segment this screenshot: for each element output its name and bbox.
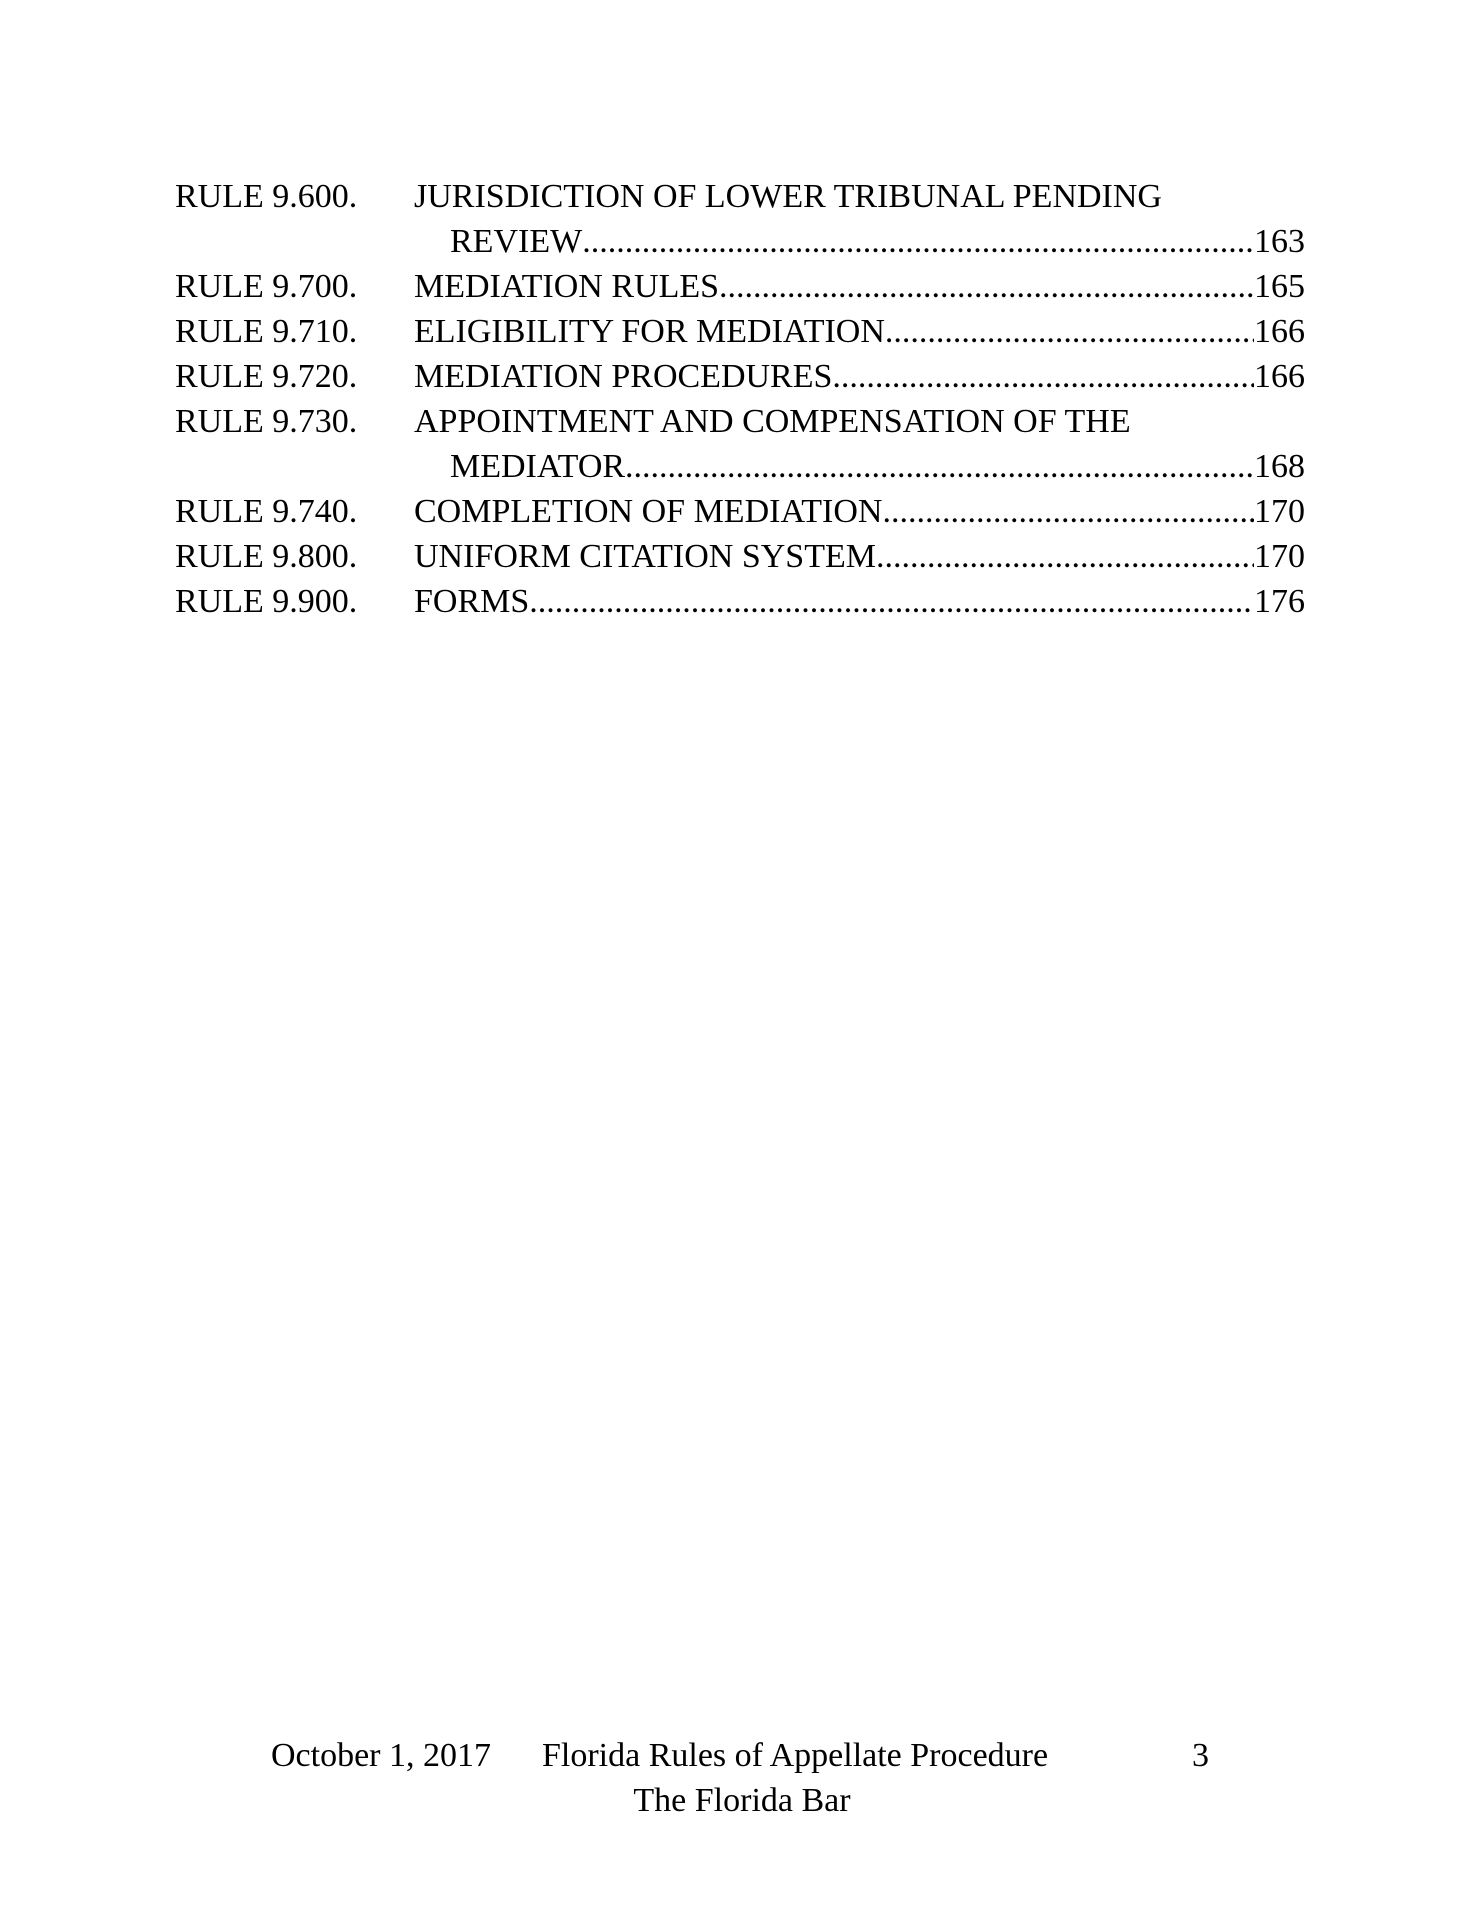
entry-leader-line: [414, 309, 1305, 354]
toc-entry-rule-9-710[interactable]: [175, 309, 1305, 354]
entry-body: [414, 354, 1305, 399]
toc-entry-rule-9-600[interactable]: [175, 174, 1305, 264]
dot-leader: [719, 264, 1254, 309]
rule-number: RULE 9.600.: [175, 178, 358, 215]
page-number: 176: [1254, 583, 1305, 620]
entry-body: [414, 264, 1305, 309]
page-number: 165: [1254, 268, 1305, 305]
entry-leader-line: [414, 579, 1305, 624]
footer-publisher: The Florida Bar: [633, 1782, 851, 1819]
rule-number: RULE 9.900.: [175, 583, 358, 620]
rule-number: RULE 9.740.: [175, 493, 358, 530]
toc-entry-rule-9-720[interactable]: [175, 354, 1305, 399]
dot-leader: [882, 489, 1254, 534]
dot-leader: [582, 219, 1254, 264]
entry-leader-line: [414, 219, 1305, 264]
footer-document-title: Florida Rules of Appellate Procedure: [542, 1737, 1049, 1774]
footer-page-number: 3: [1192, 1737, 1209, 1774]
dot-leader: [529, 579, 1254, 624]
toc-entry-rule-9-730[interactable]: [175, 399, 1305, 489]
entry-title-continuation: MEDIATOR.: [450, 448, 634, 485]
entry-leader-line: [414, 354, 1305, 399]
dot-leader: [832, 354, 1254, 399]
toc-entry-rule-9-740[interactable]: [175, 489, 1305, 534]
entry-body: [414, 489, 1305, 534]
entry-title: MEDIATION PROCEDURES: [414, 358, 833, 395]
footer-date: October 1, 2017: [271, 1737, 492, 1774]
toc-entry-rule-9-800[interactable]: [175, 534, 1305, 579]
entry-body: [414, 534, 1305, 579]
rule-number: RULE 9.800.: [175, 538, 358, 575]
toc-entry-rule-9-700[interactable]: [175, 264, 1305, 309]
rule-number: RULE 9.730.: [175, 403, 358, 440]
entry-title: UNIFORM CITATION SYSTEM: [414, 538, 876, 575]
entry-title: FORMS: [414, 583, 530, 620]
entry-title-line: APPOINTMENT AND COMPENSATION OF THE: [414, 403, 1131, 440]
page-footer: [0, 1733, 1484, 1819]
entry-title: COMPLETION OF MEDIATION: [414, 493, 883, 530]
entry-leader-line: [414, 489, 1305, 534]
page-number: 163: [1254, 223, 1305, 260]
entry-leader-line: [414, 444, 1305, 489]
table-of-contents: [175, 174, 1305, 624]
entry-body: [414, 174, 1305, 264]
entry-leader-line: [414, 534, 1305, 579]
entry-body: [414, 579, 1305, 624]
page-number: 168: [1254, 448, 1305, 485]
footer-row: [0, 1733, 1484, 1778]
page-number: 170: [1254, 538, 1305, 575]
entry-leader-line: [414, 264, 1305, 309]
entry-title-continuation: REVIEW: [450, 223, 583, 260]
dot-leader: [885, 309, 1254, 354]
entry-title: MEDIATION RULES: [414, 268, 720, 305]
entry-body: [414, 309, 1305, 354]
dot-leader: [634, 444, 1254, 489]
entry-title: ELIGIBILITY FOR MEDIATION: [414, 313, 885, 350]
dot-leader: [876, 534, 1254, 579]
page-number: 166: [1254, 358, 1305, 395]
toc-entry-rule-9-900[interactable]: [175, 579, 1305, 624]
page-number: 170: [1254, 493, 1305, 530]
rule-number: RULE 9.710.: [175, 313, 358, 350]
entry-title-line: JURISDICTION OF LOWER TRIBUNAL PENDING: [414, 178, 1162, 215]
page-number: 166: [1254, 313, 1305, 350]
entry-body: [414, 399, 1305, 489]
rule-number: RULE 9.720.: [175, 358, 358, 395]
rule-number: RULE 9.700.: [175, 268, 358, 305]
